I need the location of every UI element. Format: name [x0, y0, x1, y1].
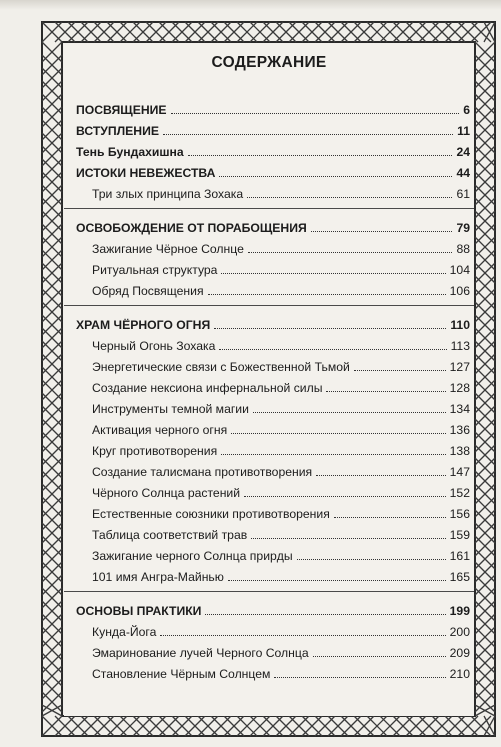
entry-page-number: 147 [449, 465, 470, 479]
entry-page-number: 159 [449, 528, 470, 542]
toc-list [64, 96, 474, 681]
entry-page-number: 156 [449, 507, 470, 521]
toc-subsection-entry[interactable] [64, 277, 474, 298]
dot-leader [334, 517, 446, 518]
dot-leader [251, 538, 445, 539]
dot-leader [311, 231, 453, 232]
entry-label: Становление Чёрным Солнцем [92, 667, 271, 681]
entry-label: ИСТОКИ НЕВЕЖЕСТВА [76, 166, 216, 180]
dot-leader [313, 656, 446, 657]
dot-leader [297, 559, 446, 560]
dot-leader [219, 176, 452, 177]
entry-label: Зажигание черного Солнца приpды [92, 549, 293, 563]
toc-subsection-entry[interactable] [64, 332, 474, 353]
entry-label: ОСНОВЫ ПРАКТИКИ [76, 604, 202, 618]
entry-label: Ритуальная структура [92, 263, 218, 277]
entry-page-number: 199 [449, 604, 470, 618]
entry-page-number: 113 [450, 339, 470, 353]
dot-leader [326, 391, 445, 392]
entry-page-number: 152 [449, 486, 470, 500]
section-divider [64, 305, 474, 306]
entry-label: Инструменты темной магии [92, 402, 249, 416]
toc-chapter-entry[interactable] [64, 159, 474, 180]
dot-leader [316, 475, 445, 476]
toc-subsection-entry[interactable] [64, 563, 474, 584]
entry-label: 101 имя Ангра-Майнью [92, 570, 224, 584]
entry-label: Чёрного Солнца растений [92, 486, 241, 500]
toc-chapter-entry[interactable] [64, 96, 474, 117]
entry-page-number: 110 [450, 318, 470, 332]
entry-label: Зажигание Чёрное Солнце [92, 242, 244, 256]
dot-leader [208, 294, 446, 295]
entry-page-number: 106 [449, 284, 470, 298]
toc-subsection-entry[interactable] [64, 639, 474, 660]
entry-label: Создание талисмана противотворения [92, 465, 313, 479]
entry-label: Обряд Посвящения [92, 284, 204, 298]
toc-subsection-entry[interactable] [64, 618, 474, 639]
dot-leader [248, 252, 453, 253]
dot-leader [228, 580, 446, 581]
toc-subsection-entry[interactable] [64, 458, 474, 479]
toc-subsection-entry[interactable] [64, 180, 474, 201]
entry-page-number: 24 [456, 145, 470, 159]
entry-page-number: 128 [449, 381, 470, 395]
dot-leader [244, 496, 446, 497]
page-edge [0, 0, 501, 10]
entry-label: Три злых принципа Зохака [92, 187, 244, 201]
dot-leader [163, 134, 453, 135]
toc-subsection-entry[interactable] [64, 256, 474, 277]
entry-label: Энергетические связи с Божественной Тьмой [92, 360, 350, 374]
section-divider [64, 591, 474, 592]
entry-label: Естественные союзники противотворения [92, 507, 330, 521]
toc-subsection-entry[interactable] [64, 395, 474, 416]
toc-subsection-entry[interactable] [64, 416, 474, 437]
toc-subsection-entry[interactable] [64, 235, 474, 256]
toc-chapter-entry[interactable] [64, 311, 474, 332]
toc-chapter-entry[interactable] [64, 117, 474, 138]
entry-label: Создание нексиона инфернальной силы [92, 381, 323, 395]
entry-page-number: 6 [463, 103, 470, 117]
entry-page-number: 88 [456, 242, 470, 256]
toc-subsection-entry[interactable] [64, 479, 474, 500]
entry-page-number: 165 [449, 570, 470, 584]
toc-chapter-entry[interactable] [64, 138, 474, 159]
entry-label: Тень Бундахишна [76, 145, 184, 159]
toc-subsection-entry[interactable] [64, 500, 474, 521]
dot-leader [231, 433, 445, 434]
dot-leader [214, 328, 446, 329]
dot-leader [205, 614, 445, 615]
entry-page-number: 210 [449, 667, 470, 681]
entry-page-number: 200 [449, 625, 470, 639]
toc-subsection-entry[interactable] [64, 353, 474, 374]
dot-leader [247, 197, 452, 198]
dot-leader [171, 113, 460, 114]
dot-leader [221, 273, 445, 274]
entry-label: Эмаринование лучей Черного Солнца [92, 646, 309, 660]
contents-panel [64, 44, 474, 716]
entry-label: ОСВОБОЖДЕНИЕ ОТ ПОРАБОЩЕНИЯ [76, 221, 307, 235]
toc-subsection-entry[interactable] [64, 521, 474, 542]
dot-leader [253, 412, 446, 413]
entry-page-number: 11 [457, 124, 470, 138]
entry-label: Круг противотворения [92, 444, 218, 458]
entry-label: ВСТУПЛЕНИЕ [76, 124, 159, 138]
dot-leader [221, 454, 445, 455]
entry-page-number: 44 [456, 166, 470, 180]
entry-page-number: 61 [456, 187, 470, 201]
entry-label: ХРАМ ЧЁРНОГО ОГНЯ [76, 318, 211, 332]
dot-leader [354, 370, 446, 371]
entry-page-number: 209 [449, 646, 470, 660]
toc-subsection-entry[interactable] [64, 374, 474, 395]
toc-chapter-entry[interactable] [64, 597, 474, 618]
entry-page-number: 104 [449, 263, 470, 277]
entry-page-number: 79 [456, 221, 470, 235]
toc-subsection-entry[interactable] [64, 437, 474, 458]
entry-label: Активация черного огня [92, 423, 228, 437]
dot-leader [219, 349, 446, 350]
entry-page-number: 136 [449, 423, 470, 437]
page-title: СОДЕРЖАНИЕ [211, 54, 327, 71]
dot-leader [188, 155, 453, 156]
entry-label: ПОСВЯЩЕНИЕ [76, 103, 167, 117]
section-divider [64, 208, 474, 209]
toc-chapter-entry[interactable] [64, 214, 474, 235]
dot-leader [274, 677, 445, 678]
toc-subsection-entry[interactable] [64, 542, 474, 563]
entry-page-number: 138 [449, 444, 470, 458]
entry-label: Таблица соответствий трав [92, 528, 248, 542]
entry-page-number: 127 [449, 360, 470, 374]
entry-label: Черный Огонь Зохака [92, 339, 216, 353]
entry-page-number: 134 [449, 402, 470, 416]
entry-label: Кунда-Йога [92, 625, 157, 639]
entry-page-number: 161 [449, 549, 470, 563]
toc-subsection-entry[interactable] [64, 660, 474, 681]
dot-leader [160, 635, 445, 636]
